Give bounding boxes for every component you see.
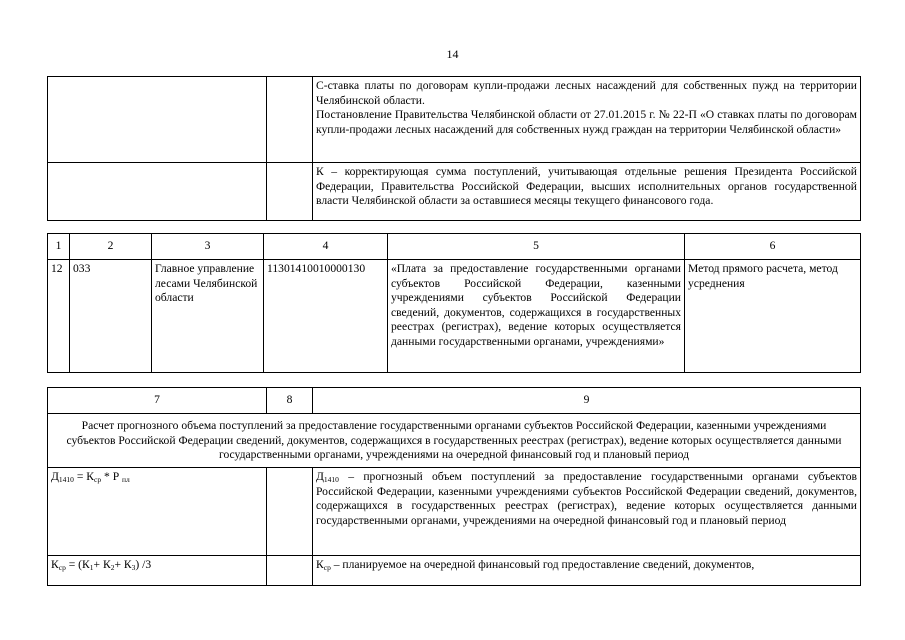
formula-average: $К_{ср} = (К_1+ К_2+ К_3)$ /3 xyxy=(51,558,152,572)
table-row xyxy=(48,163,861,221)
formula-cell xyxy=(48,556,267,586)
column-header: 4 xyxy=(264,234,388,260)
administrator-name: Главное управление лесами Челябинской области xyxy=(152,260,264,373)
table-row xyxy=(48,77,861,163)
column-header: 5 xyxy=(388,234,685,260)
column-header: 1 xyxy=(48,234,70,260)
formula-forecast: $Д_{1410} = К_{ср} * Р$ $_{пл}$ xyxy=(51,470,130,484)
budget-classification-code: 11301410010000130 xyxy=(264,260,388,373)
correction-description-cell: К – корректирующая сумма поступлений, учитывающая отдельные решения Президента Российской Федерации, Правительства Российской Федерации, высших исполнительных органов государственной власти Челябинской области за оставшиеся месяцы текущего финансового года. xyxy=(313,163,861,221)
table-row xyxy=(48,468,861,556)
admin-code: 033 xyxy=(70,260,152,373)
rate-description-cell xyxy=(313,77,861,163)
column-header: 2 xyxy=(70,234,152,260)
calculation-table xyxy=(47,387,861,586)
revenue-source-table xyxy=(47,233,861,373)
table-row xyxy=(48,414,861,468)
calculation-caption: Расчет прогнозного объема поступлений за предоставление государственными органами субъектов Российской Федерации, казенными учреждениями субъектов Российской Федерации сведений, документов, содержащихся в государственных реестрах (регистрах), ведение которых осуществляется данными государственными органами, учреждениями на очередной финансовый год и плановый период xyxy=(48,414,861,468)
page-number: 14 xyxy=(446,47,459,61)
header-row xyxy=(48,234,861,260)
revenue-name: «Плата за предоставление государственными органами субъектов Российской Федерации, казенными учреждениями субъектов Российской Федерации сведений, документов, содержащихся в государственных реестрах (регистрах), ведение которых осуществляется данными государственными органами, учреждениями» xyxy=(388,260,685,373)
column-header: 9 xyxy=(313,388,861,414)
average-description: $К_{ср}$ – планируемое на очередной финансовый год предоставление сведений, документов, xyxy=(313,556,861,586)
column-header: 7 xyxy=(48,388,267,414)
forecast-description: $Д_{1410}$ – прогнозный объем поступлений за предоставление государственными органами субъектов Российской Федерации, казенными учреждениями субъектов Российской Федерации сведений, документов, содержащихся в государственных реестрах (регистрах), ведение которых осуществляется данными государственными органами, учреждениями на очередной финансовый год и плановый период xyxy=(313,468,861,556)
table-row xyxy=(48,260,861,373)
table-row xyxy=(48,556,861,586)
rate-regulation: Постановление Правительства Челябинской области от 27.01.2015 г. № 22-П «О ставках платы по договорам купли-продажи лесных насаждений для собственных нужд граждан на территории Челябинской области» xyxy=(316,108,857,136)
row-number: 12 xyxy=(48,260,70,373)
column-header: 6 xyxy=(685,234,861,260)
methodology-top-table xyxy=(47,76,861,221)
formula-cell xyxy=(48,468,267,556)
column-header: 3 xyxy=(152,234,264,260)
calculation-method: Метод прямого расчета, метод усреднения xyxy=(685,260,861,373)
header-row xyxy=(48,388,861,414)
column-header: 8 xyxy=(267,388,313,414)
rate-definition: С-ставка платы по договорам купли-продажи лесных насаждений для собственных пужд на территории Челябинской области. xyxy=(316,79,857,107)
